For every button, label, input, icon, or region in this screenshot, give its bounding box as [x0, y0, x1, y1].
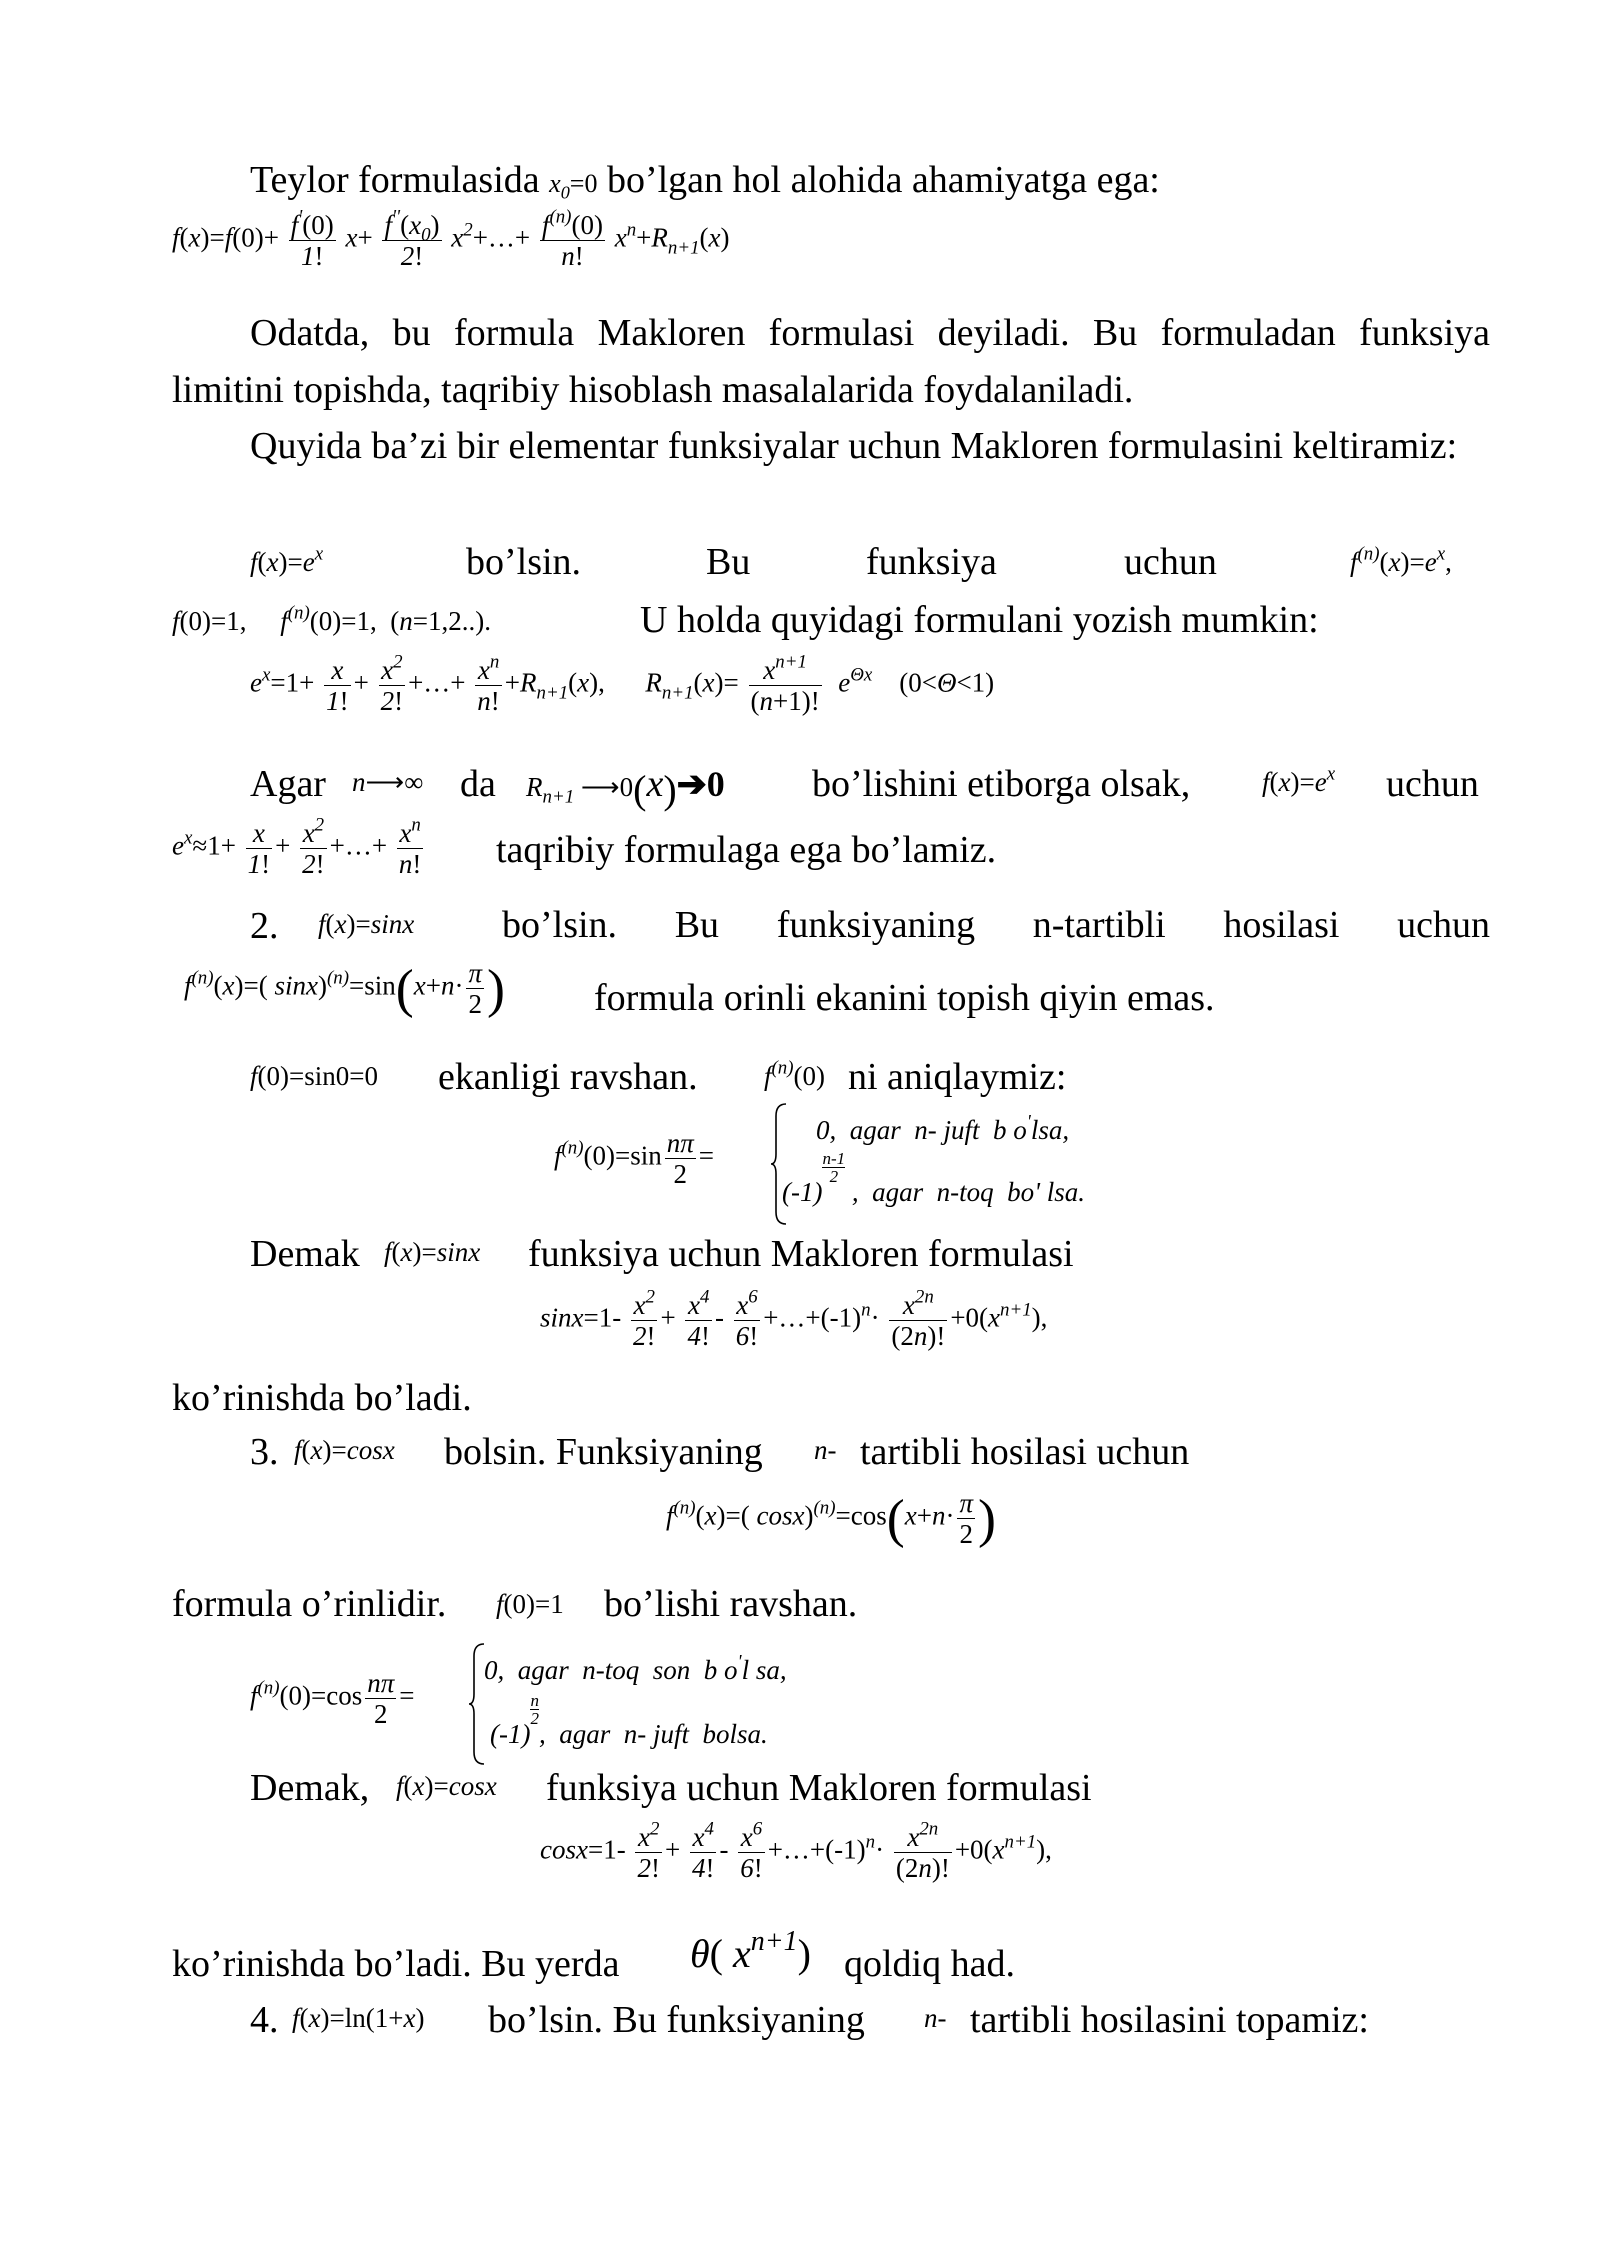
cos-nth-derivative: $f^{(n)}(x)=$( cosx)$^{(n)}$=cos(x+n· $\frac{\pi}{2}$ ): [666, 1488, 996, 1549]
fn0-math: $f^{(n)}(0)$: [764, 1057, 826, 1091]
n-to-infinity: n⟶∞: [352, 767, 424, 797]
item2-text: bo’lsin. Bu funksiyaning n-tartibli hosilasi uchun: [502, 904, 1490, 946]
theta-remainder: θ( $x^{n+1}$): [690, 1926, 811, 1976]
sin-series-formula: sinx=1- $\frac{x^2}{2!}$ + $\frac{x^4}{4!}$ - $\frac{x^6}{6!}$ $+\dots+(-1)^n\cdot$ $\frac{x^{2n}}{(2n)!}$ $+0(x^{n+1})$,: [540, 1286, 1048, 1351]
uchun-word: uchun: [1386, 763, 1479, 805]
item4-text2: tartibli hosilasini topamiz:: [970, 1999, 1369, 2041]
item4-func: f(x)=ln(1+x): [292, 2003, 425, 2033]
ex-derivative: $f^{(n)}(x)=e^x$,: [1350, 543, 1452, 577]
demak-sin-word: Demak: [250, 1233, 360, 1275]
demak-sin-func: f(x)=sinx: [384, 1237, 481, 1267]
demak-sin-text: funksiya uchun Makloren formulasi: [528, 1233, 1074, 1275]
item2-number: 2.: [250, 905, 279, 947]
cos-f0-text: bo’lishi ravshan.: [604, 1583, 858, 1625]
ex-word-1: Bu: [706, 541, 751, 583]
intro-text: Teylor formulasida: [250, 159, 540, 201]
ex-series-formula: $e^x=1+$ $\frac{x}{1!}$ + $\frac{x^2}{2!}$ +…+ $\frac{x^n}{n!}$ $+R_{n+1}(x)$, $R_{n+1}(x)=$ $\frac{x^{n+1}}{(n+1)!}$ $e^{\Theta x}$ (0<Θ<1): [250, 651, 995, 716]
cos-case-odd: 0, agar n-toq son b o'l sa,: [484, 1651, 787, 1685]
x0-eq-0: $x_0=0$: [549, 169, 598, 203]
approx-text: taqribiy formulaga ega bo’lamiz.: [496, 829, 997, 871]
remainder-limit: $R_{n+1}$ ⟶0(x)➔0: [526, 763, 725, 812]
intro-rest: bo’lgan hol alohida ahamiyatga ega:: [606, 159, 1160, 201]
ex-word-2: funksiya: [866, 541, 997, 583]
item4-text1: bo’lsin. Bu funksiyaning: [488, 1999, 865, 2041]
paragraph-quyida: Quyida ba’zi bir elementar funksiyalar uchun Makloren formulasini keltiramiz:: [250, 425, 1458, 467]
sin-case-odd: (-1) $\frac{n-1}{2}$ , agar n-toq bo' lsa.: [782, 1149, 1085, 1207]
sin0-formula: f(0)=sin0=0: [250, 1061, 378, 1091]
item3-text2: tartibli hosilasi uchun: [860, 1431, 1190, 1473]
item4-number: 4.: [250, 1999, 279, 2041]
item2-formula-text: formula orinli ekanini topish qiyin emas.: [594, 977, 1215, 1019]
ex-word-0: bo’lsin.: [466, 541, 582, 583]
cos-f0: f(0)=1: [496, 1589, 564, 1619]
item3-number: 3.: [250, 1431, 279, 1473]
sin-nth-derivative: $f^{(n)}(x)=$( sinx)$^{(n)}$=sin(x+n· $\frac{\pi}{2}$ ): [184, 958, 505, 1019]
cos-case-even: (-1) $\frac{n}{2}$ , agar n- juft bolsa.: [490, 1691, 768, 1749]
cos-fn0-lhs: $f^{(n)}(0)=\cos$ $\frac{n\pi}{2}$ =: [250, 1668, 415, 1729]
korinishda-1: ko’rinishda bo’ladi.: [172, 1377, 472, 1419]
maclaurin-general-formula: f(x)=f(0)+ $\frac{f'(0)}{1!}$ x+ $\frac{f''(x_0)}{2!}$ $x^2+\dots+$ $\frac{f^{(n)}(0)}{n!}$ $x^n+R_{n+1}(x)$: [172, 206, 730, 271]
fn0-text: ni aniqlaymiz:: [848, 1056, 1067, 1098]
fx-ex: $f(x)=e^x$: [1262, 763, 1336, 797]
item2-func: f(x)=sinx: [318, 909, 415, 939]
ex-word-3: uchun: [1124, 541, 1217, 583]
paragraph-intro: [250, 158, 1160, 202]
item3-func: f(x)=cosx: [294, 1435, 395, 1465]
cos-formula-text: formula o’rinlidir.: [172, 1583, 447, 1625]
sin-case-even: 0, agar n- juft b o'lsa,: [816, 1111, 1070, 1145]
qoldiq-text: qoldiq had.: [844, 1943, 1015, 1985]
cos-series-formula: cosx=1- $\frac{x^2}{2!}$ + $\frac{x^4}{4!}$ - $\frac{x^6}{6!}$ $+\dots+(-1)^n\cdot$ $\frac{x^{2n}}{(2n)!}$ $+0(x^{n+1})$,: [540, 1818, 1052, 1883]
etiborga-text: bo’lishini etiborga olsak,: [812, 763, 1191, 805]
da-word: da: [460, 763, 496, 805]
item3-text1: bolsin. Funksiyaning: [444, 1431, 763, 1473]
sin0-text: ekanligi ravshan.: [438, 1056, 698, 1098]
sin-fn0-lhs: $f^{(n)}(0)=\sin$ $\frac{n\pi}{2}$ =: [554, 1128, 715, 1189]
korinishda-2: ko’rinishda bo’ladi. Bu yerda: [172, 1943, 620, 1985]
demak-cos-word: Demak,: [250, 1767, 370, 1809]
demak-cos-func: f(x)=cosx: [396, 1771, 497, 1801]
item4-n: n-: [924, 2003, 947, 2033]
ex-line2-text: U holda quyidagi formulani yozish mumkin:: [640, 599, 1319, 641]
paragraph-odatda: Odatda, bu formula Makloren formulasi deyiladi. Bu formuladan funksiya limitini topishda, taqribiy hisoblash masalalarida foydalaniladi.: [172, 312, 1490, 411]
ex-condition: $f(x)=e^x$: [250, 543, 324, 577]
agar-word: Agar: [250, 763, 326, 805]
demak-cos-text: funksiya uchun Makloren formulasi: [546, 1767, 1092, 1809]
ex-approx-formula: $e^x\approx 1+$ $\frac{x}{1!}$ + $\frac{x^2}{2!}$ +…+ $\frac{x^n}{n!}$: [172, 814, 422, 879]
item3-n: n-: [814, 1435, 837, 1465]
ex-initial-values: f(0)=1, $f^{(n)}(0)=1$, (n=1,2..).: [172, 602, 491, 636]
